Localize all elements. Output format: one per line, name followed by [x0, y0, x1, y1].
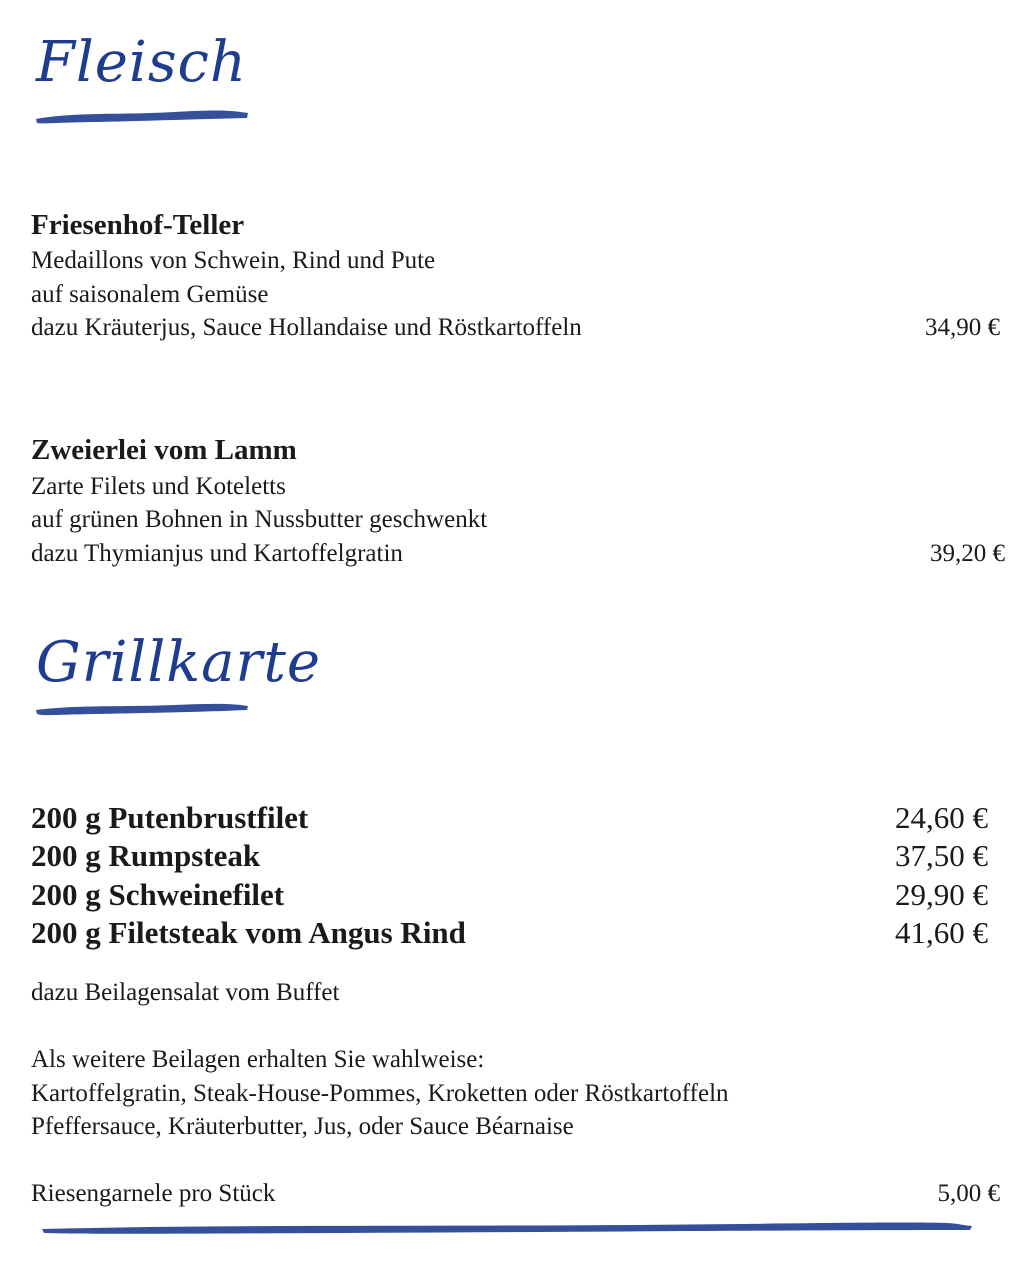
grill-item-price: 37,50 €	[895, 838, 988, 873]
dish-price: 34,90 €	[925, 314, 1000, 341]
dish-description-line: Medaillons von Schwein, Rind und Pute	[31, 247, 436, 274]
grill-item-name: 200 g Filetsteak vom Angus Rind	[31, 915, 466, 950]
section-heading-fleisch: Fleisch	[36, 30, 247, 95]
grill-item-name: 200 g Rumpsteak	[31, 838, 261, 873]
grill-item-name: 200 g Schweinefilet	[31, 877, 285, 912]
dish-title: Zweierlei vom Lamm	[31, 434, 297, 466]
dish-description-line: dazu Kräuterjus, Sauce Hollandaise und Röstkartoffeln	[31, 314, 582, 341]
addon-price: 5,00 €	[937, 1180, 1000, 1207]
brush-stroke-divider	[40, 1218, 974, 1236]
dish-price: 39,20 €	[930, 540, 1005, 567]
addon-name: Riesengarnele pro Stück	[31, 1180, 276, 1207]
dish-description-line: auf grünen Bohnen in Nussbutter geschwenkt	[31, 506, 488, 533]
grill-item-price: 41,60 €	[895, 915, 988, 950]
extras-line: Kartoffelgratin, Steak-House-Pommes, Kroketten oder Röstkartoffeln	[31, 1080, 729, 1107]
dish-description-line: dazu Thymianjus und Kartoffelgratin	[31, 540, 403, 567]
extras-line: Pfeffersauce, Kräuterbutter, Jus, oder Sauce Béarnaise	[31, 1113, 574, 1140]
brush-stroke-divider	[34, 107, 250, 125]
dish-description-line: Zarte Filets und Koteletts	[31, 473, 286, 500]
dish-title: Friesenhof-Teller	[31, 209, 245, 241]
grill-item-name: 200 g Putenbrustfilet	[31, 800, 309, 835]
grill-item-price: 29,90 €	[895, 877, 988, 912]
section-heading-grillkarte: Grillkarte	[36, 630, 321, 695]
grill-item-price: 24,60 €	[895, 800, 988, 835]
brush-stroke-divider	[34, 699, 250, 717]
side-salad-note: dazu Beilagensalat vom Buffet	[31, 979, 340, 1006]
extras-intro: Als weitere Beilagen erhalten Sie wahlweise:	[31, 1046, 485, 1073]
dish-description-line: auf saisonalem Gemüse	[31, 281, 269, 308]
